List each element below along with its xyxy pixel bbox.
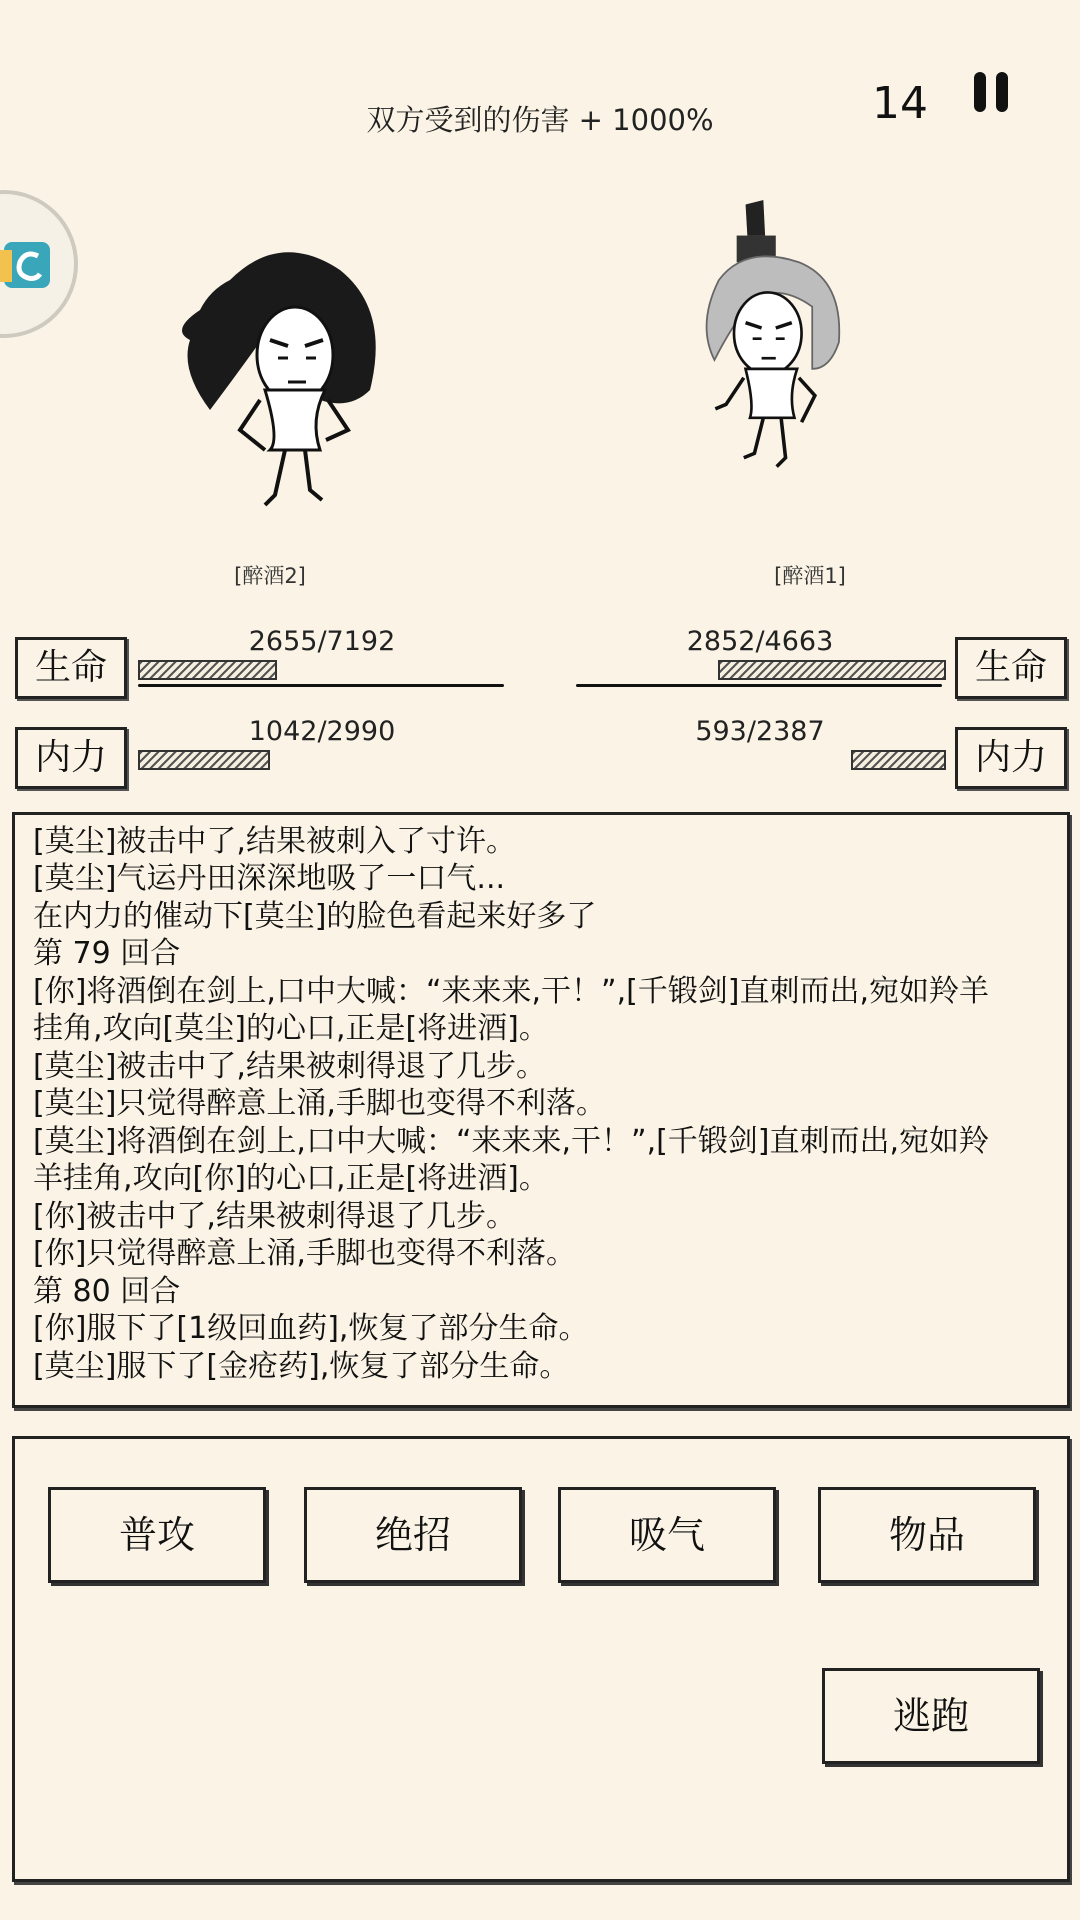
battle-log-line: [莫尘]气运丹田深深地吸了一口气... <box>33 861 506 896</box>
battle-log-line: [你]服下了[1级回血药],恢复了部分生命。 <box>33 1311 589 1346</box>
battle-log-line: [你]将酒倒在剑上,口中大喊：“来来来,干！”,[千锻剑]直刺而出,宛如羚羊 <box>33 973 990 1009</box>
player-character-portrait <box>170 240 410 560</box>
battle-log-line: [莫尘]被击中了,结果被刺入了寸许。 <box>33 823 516 859</box>
battle-log-line: [莫尘]将酒倒在剑上,口中大喊：“来来来,干！”,[千锻剑]直刺而出,宛如羚 <box>33 1123 990 1159</box>
round-timer: 14 <box>872 78 928 129</box>
battle-log-line: [你]只觉得醉意上涌,手脚也变得不利落。 <box>33 1236 576 1271</box>
damage-modifier-banner: 双方受到的伤害 + 1000% <box>366 103 714 137</box>
enemy-mp-bar-fill <box>851 750 946 770</box>
player-hp-value: 2655/7192 <box>248 626 396 657</box>
player-hp-bar-track <box>138 684 504 687</box>
floating-app-badge-icon[interactable] <box>0 190 78 338</box>
enemy-character-portrait <box>670 200 910 520</box>
player-name: [醉酒2] <box>234 564 306 588</box>
enemy-hp-value: 2852/4663 <box>686 626 834 657</box>
battle-log-line: [莫尘]服下了[金疮药],恢复了部分生命。 <box>33 1348 570 1384</box>
enemy-mp-value: 593/2387 <box>695 716 825 747</box>
battle-log-line: 第 80 回合 <box>33 1273 181 1309</box>
battle-log-line: 羊挂角,攻向[你]的心口,正是[将进酒]。 <box>33 1161 549 1196</box>
player-hp-label: 生命 <box>15 637 127 699</box>
battle-log-line: [莫尘]被击中了,结果被刺得退了几步。 <box>33 1048 546 1084</box>
breathe-button[interactable]: 吸气 <box>558 1487 776 1583</box>
battle-log-line: 挂角,攻向[莫尘]的心口,正是[将进酒]。 <box>33 1011 549 1046</box>
enemy-hp-label: 生命 <box>955 637 1067 699</box>
flee-button[interactable]: 逃跑 <box>822 1668 1040 1764</box>
battle-log-line: [你]被击中了,结果被刺得退了几步。 <box>33 1198 516 1234</box>
enemy-name: [醉酒1] <box>774 564 846 588</box>
attack-button[interactable]: 普攻 <box>48 1487 266 1583</box>
pause-icon[interactable] <box>970 68 1014 116</box>
battle-log[interactable] <box>12 812 1070 1408</box>
battle-log-line: 第 79 回合 <box>33 936 181 971</box>
player-hp-bar-fill <box>138 660 277 680</box>
player-mp-bar-fill <box>138 750 270 770</box>
battle-log-line: 在内力的催动下[莫尘]的脸色看起来好多了 <box>33 898 597 934</box>
items-button[interactable]: 物品 <box>818 1487 1036 1583</box>
battle-log-line: [莫尘]只觉得醉意上涌,手脚也变得不利落。 <box>33 1086 606 1121</box>
ultimate-skill-button[interactable]: 绝招 <box>304 1487 522 1583</box>
enemy-mp-label: 内力 <box>955 727 1067 789</box>
enemy-hp-bar-fill <box>718 660 946 680</box>
player-mp-value: 1042/2990 <box>248 716 396 747</box>
player-mp-label: 内力 <box>15 727 127 789</box>
enemy-hp-bar-track <box>576 684 942 687</box>
